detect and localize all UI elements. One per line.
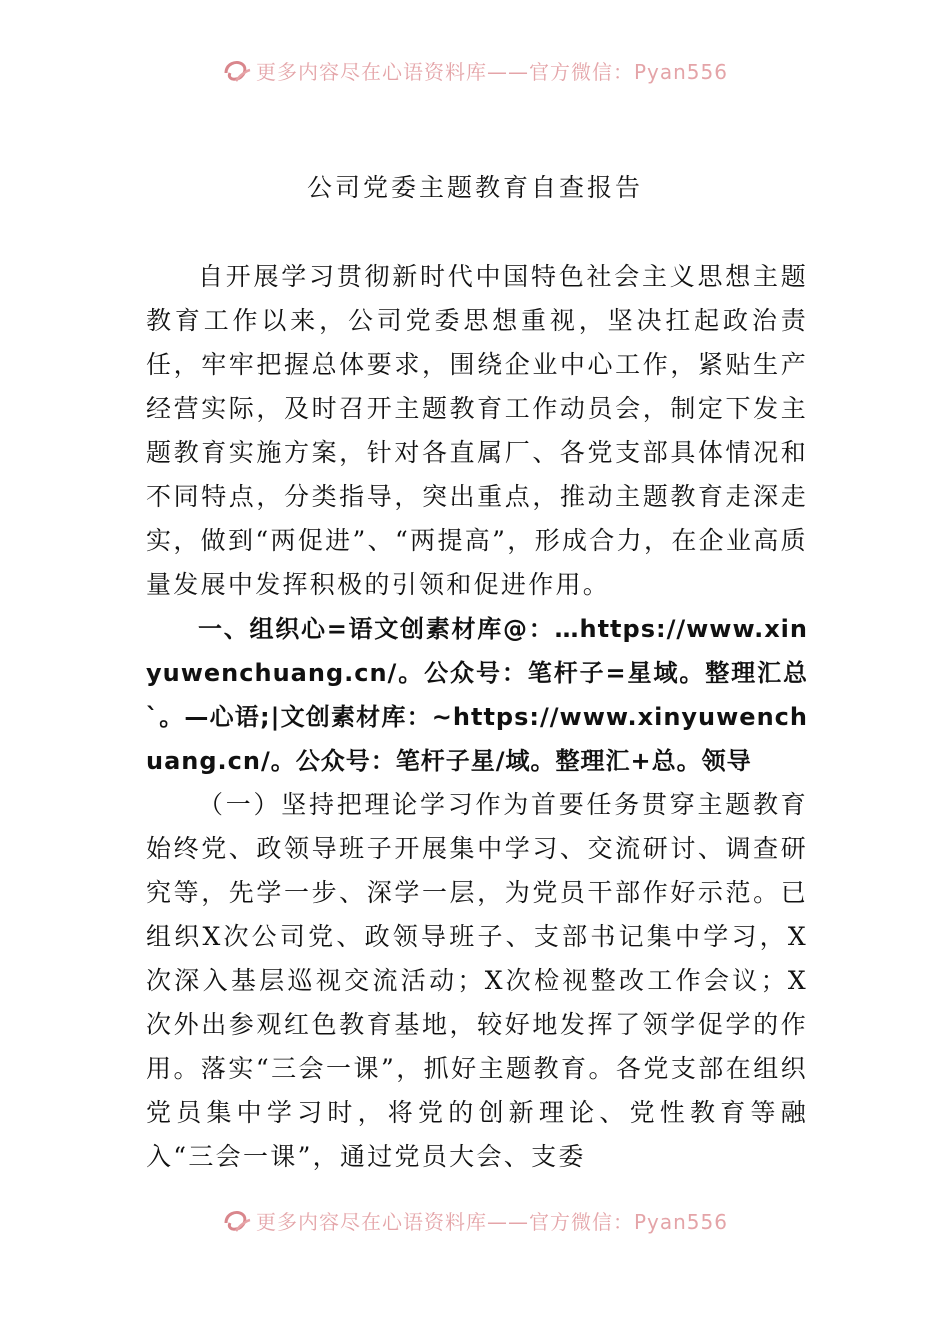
watermark-logo-icon (222, 55, 252, 85)
header-watermark (0, 50, 950, 90)
subsection-paragraph-1: （一）坚持把理论学习作为首要任务贯穿主题教育始终党、政领导班子开展集中学习、交流研讨、调查研究等，先学一步、深学一层，为党员干部作好示范。已组织X次公司党、政领导班子、支部书记集中学习，X次深入基层巡视交流活动；X次检视整改工作会议；X次外出参观红色教育基地，较好地发挥了领学促学的作用。落实“三会一课”，抓好主题教育。各党支部在组织党员集中学习时，将党的创新理论、党性教育等融入“三会一课”，通过党员大会、支委 (146, 790, 808, 1171)
intro-paragraph: 自开展学习贯彻新时代中国特色社会主义思想主题教育工作以来，公司党委思想重视，坚决扛起政治责任，牢牢把握总体要求，围绕企业中心工作，紧贴生产经营实际，及时召开主题教育工作动员会，制定下发主题教育实施方案，针对各直属厂、各党支部具体情况和不同特点，分类指导，突出重点，推动主题教育走深走实，做到“两促进”、“两提高”，形成合力，在企业高质量发展中发挥积极的引领和促进作用。 (146, 262, 808, 599)
document-title: 公司党委主题教育自查报告 (306, 173, 643, 202)
watermark-logo-icon (222, 1205, 252, 1235)
watermark-text: 更多内容尽在心语资料库——官方微信：Pyan556 (255, 1209, 728, 1234)
section-heading-1: 一、组织心=语文创素材库@：…https://www.xinyuwenchuang.cn/。公众号：笔杆子=星域。整理汇总`。—心语;|文创素材库：~https://www.xinyuwenchuang.cn/。公众号：笔杆子星/域。整理汇+总。领导 (146, 615, 808, 775)
watermark-text: 更多内容尽在心语资料库——官方微信：Pyan556 (255, 59, 728, 84)
document-body (146, 255, 808, 1179)
footer-watermark (0, 1200, 950, 1240)
